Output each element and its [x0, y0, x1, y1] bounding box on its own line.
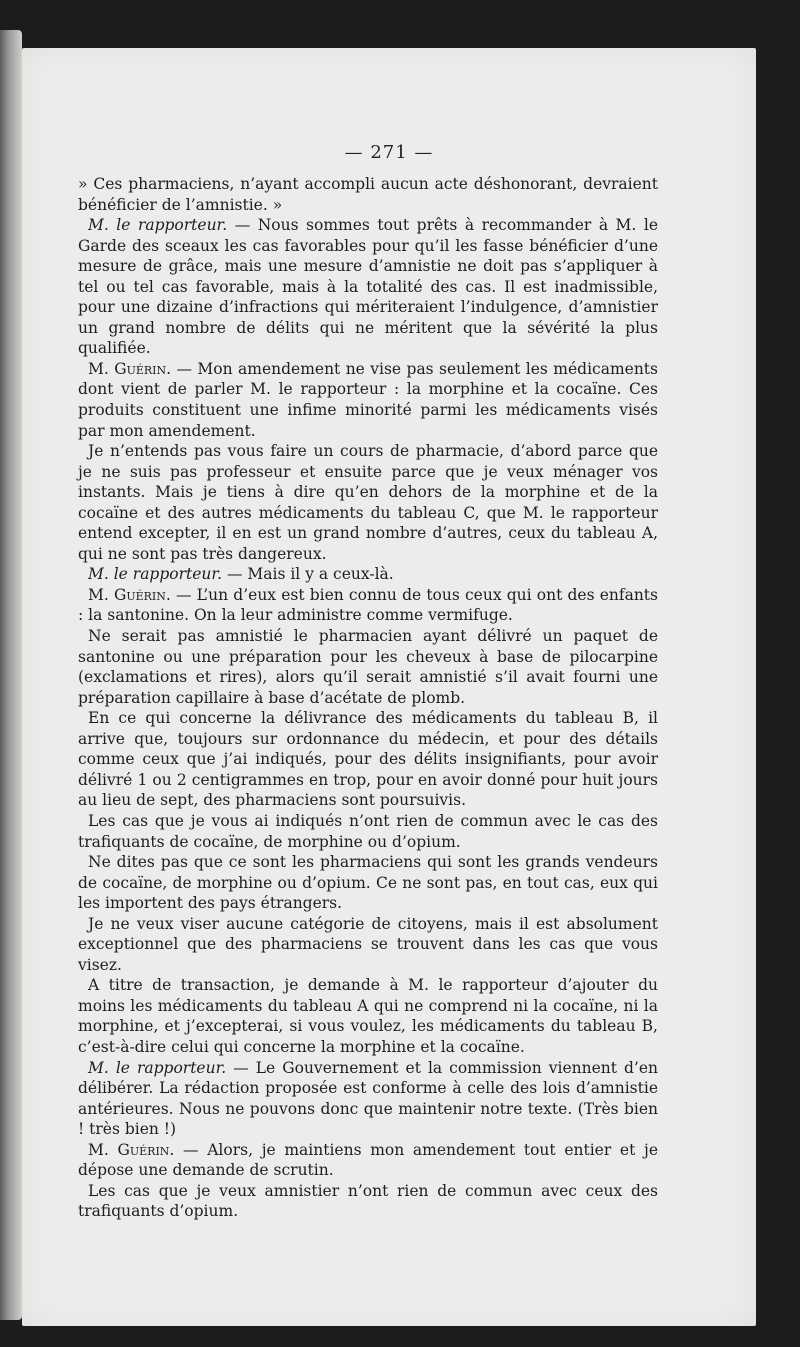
- paragraph-2: M. le rapporteur. — Nous sommes tout prêts à recommander à M. le Garde des sceaux les cas favorables pour qu’il les fasse bénéficier d’une mesure de grâce, mais une mesure d’amnistie ne doit pas s’appliquer à tel ou tel cas favorable, mais à la totalité des cas. Il est inadmissible, pour une dizaine d’infractions qui mériteraient l’indulgence, d’amnistier un grand nombre de délits qui ne méritent que la sévérité la plus qualifiée.: [78, 216, 658, 358]
- facing-page-edge: [0, 30, 22, 1320]
- page-body-text: [78, 174, 658, 1222]
- paragraph-10: Ne dites pas que ce sont les pharmaciens qui sont les grands vendeurs de cocaïne, de morphine ou d’opium. Ce ne sont pas, en tout cas, eux qui les importent des pays étrangers.: [78, 853, 658, 913]
- paragraph-12: A titre de transaction, je demande à M. le rapporteur d’ajouter du moins les médicaments du tableau A qui ne comprend ni la cocaïne, ni la morphine, et j’excepterai, si vous voulez, les médicaments du tableau B, c’est-à-dire celui qui concerne la morphine et la cocaïne.: [78, 976, 658, 1056]
- speaker-rapporteur: M. le rapporteur.: [88, 216, 228, 235]
- paragraph-4: Je n’entends pas vous faire un cours de pharmacie, d’abord parce que je ne suis pas professeur et ensuite parce que je veux ménager vos instants. Mais je tiens à dire qu’en dehors de la morphine et de la cocaïne et des autres médicaments du tableau C, que M. le rapporteur entend excepter, il en est un grand nombre d’autres, ceux du tableau A, qui ne sont pas très dangereux.: [78, 442, 658, 563]
- paragraph-7: Ne serait pas amnistié le pharmacien ayant délivré un paquet de santonine ou une préparation pour les cheveux à base de pilocarpine (exclamations et rires), alors qu’il serait amnistié s’il avait fourni une préparation capillaire à base d’acétate de plomb.: [78, 627, 658, 707]
- paragraph-5: M. le rapporteur. — Mais il y a ceux-là.: [88, 565, 394, 584]
- paragraph-9: Les cas que je vous ai indiqués n’ont rien de commun avec le cas des trafiquants de cocaïne, de morphine ou d’opium.: [78, 811, 658, 851]
- paragraph-13: M. le rapporteur. — Le Gouvernement et la commission viennent d’en délibérer. La rédaction proposée est conforme à celle des lois d’amnistie antérieures. Nous ne pouvons donc que maintenir notre texte. (Très bien ! très bien !): [78, 1058, 658, 1139]
- paragraph-14: M. Guérin. — Alors, je maintiens mon amendement tout entier et je dépose une demande de scrutin.: [78, 1140, 659, 1180]
- speaker-rapporteur: M. le rapporteur.: [88, 565, 223, 584]
- paragraph-3: M. Guérin. — Mon amendement ne vise pas seulement les médicaments dont vient de parler M. le rapporteur : la morphine et la cocaïne. Ces produits constituent une infime minorité parmi les médicaments visés par mon amendement.: [78, 359, 658, 440]
- paragraph-15: Les cas que je veux amnistier n’ont rien de commun avec ceux des trafiquants d’opium.: [78, 1181, 658, 1221]
- paragraph-11: Je ne veux viser aucune catégorie de citoyens, mais il est absolument exceptionnel que des pharmaciens se trouvent dans les cas que vous visez.: [78, 914, 658, 974]
- page-number: — 271 —: [344, 142, 434, 163]
- paragraph-6: M. Guérin. — L’un d’eux est bien connu de tous ceux qui ont des enfants : la santonine. On la leur administre comme vermifuge.: [78, 585, 658, 625]
- speaker-guerin: M. Guérin.: [88, 359, 172, 378]
- paragraph-8: En ce qui concerne la délivrance des médicaments du tableau B, il arrive que, toujours sur ordonnance du médecin, et pour des détails comme ceux que j’ai indiqués, pour des délits insignifiants, pour avoir délivré 1 ou 2 centigrammes en trop, pour en avoir donné pour huit jours au lieu de sept, des pharmaciens sont poursuivis.: [78, 709, 658, 810]
- speaker-guerin: M. Guérin.: [88, 1140, 175, 1159]
- speaker-guerin: M. Guérin.: [88, 585, 171, 604]
- speaker-rapporteur: M. le rapporteur.: [88, 1058, 227, 1077]
- book-page: [22, 48, 756, 1326]
- paragraph-1: » Ces pharmaciens, n’ayant accompli aucun acte déshonorant, devraient bénéficier de l’amnistie. »: [78, 175, 658, 214]
